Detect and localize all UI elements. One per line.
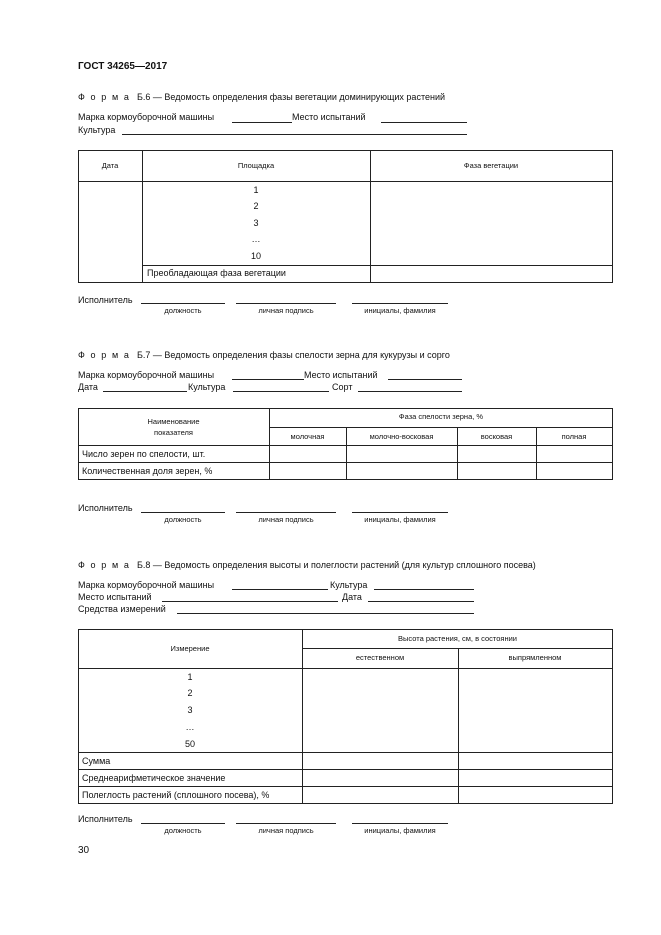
measure-row-50: 50: [184, 739, 195, 749]
name-line[interactable]: [352, 823, 448, 824]
signature-line[interactable]: [236, 303, 336, 304]
measure-row-1: 1: [187, 672, 193, 682]
name-caption: инициалы, фамилия: [364, 515, 436, 524]
row-sum: Сумма: [82, 756, 111, 766]
measure-row-3: 3: [187, 705, 193, 715]
field-machine-line[interactable]: [232, 122, 292, 123]
executor-label: Исполнитель: [78, 503, 133, 513]
form-b7-caption: [78, 350, 450, 360]
row-grain-count: Число зерен по спелости, шт.: [82, 449, 206, 459]
measure-row-ellipsis: …: [185, 722, 195, 732]
position-caption: должность: [164, 306, 202, 315]
plot-row-10: 10: [250, 251, 261, 261]
field-date-label: Дата: [78, 382, 98, 392]
summary-row-label: Преобладающая фаза вегетации: [147, 268, 286, 278]
form-title: — Ведомость определения высоты и полеглости растений (для культур сплошного посева): [152, 560, 536, 570]
measure-row-2: 2: [187, 688, 193, 698]
signature-caption: личная подпись: [258, 826, 314, 835]
col-date-header: Дата: [101, 161, 119, 170]
form-number: Б.6: [136, 92, 151, 102]
field-date-line[interactable]: [103, 391, 187, 392]
col-plot-header: Площадка: [237, 161, 275, 170]
subcol-milk-wax: молочно-восковая: [369, 432, 434, 441]
col-group-header: Фаза спелости зерна, %: [398, 412, 484, 421]
executor-label: Исполнитель: [78, 814, 133, 824]
field-variety-label: Сорт: [332, 382, 353, 392]
signature-caption: личная подпись: [258, 515, 314, 524]
form-number: Б.7: [136, 350, 151, 360]
form-label: Ф о р м а: [78, 350, 131, 360]
field-crop-line[interactable]: [233, 391, 329, 392]
field-machine-line[interactable]: [232, 379, 304, 380]
subcol-milk: молочная: [290, 432, 325, 441]
name-caption: инициалы, фамилия: [364, 306, 436, 315]
col-phase-header: Фаза вегетации: [463, 161, 519, 170]
field-machine-label: Марка кормоуборочной машины: [78, 112, 215, 122]
signature-line[interactable]: [236, 512, 336, 513]
field-instruments-line[interactable]: [177, 613, 474, 614]
field-machine-line[interactable]: [232, 589, 328, 590]
subcol-straightened: выпрямленном: [508, 653, 562, 662]
position-caption: должность: [164, 515, 202, 524]
executor-label: Исполнитель: [78, 295, 133, 305]
name-line[interactable]: [352, 512, 448, 513]
position-line[interactable]: [141, 512, 225, 513]
field-place-label: Место испытаний: [78, 592, 152, 602]
position-caption: должность: [164, 826, 202, 835]
field-place-line[interactable]: [388, 379, 462, 380]
field-machine-label: Марка кормоуборочной машины: [78, 370, 215, 380]
subcol-wax: восковая: [480, 432, 513, 441]
field-crop-label: Культура: [188, 382, 226, 392]
field-date-label: Дата: [342, 592, 362, 602]
form-title: — Ведомость определения фазы спелости зерна для кукурузы и сорго: [152, 350, 450, 360]
field-crop-label: Культура: [330, 580, 368, 590]
plot-row-1: 1: [253, 185, 259, 195]
subcol-natural: естественном: [355, 653, 405, 662]
col-indicator-text: Наименование показателя: [147, 417, 200, 437]
field-place-line[interactable]: [381, 122, 467, 123]
signature-caption: личная подпись: [258, 306, 314, 315]
plot-row-3: 3: [253, 218, 259, 228]
plot-row-2: 2: [253, 201, 259, 211]
field-variety-line[interactable]: [358, 391, 462, 392]
document-code: ГОСТ 34265—2017: [78, 61, 168, 72]
row-mean: Среднеарифметическое значение: [82, 773, 226, 783]
form-number: Б.8: [136, 560, 151, 570]
subcol-full: полная: [561, 432, 587, 441]
form-title: — Ведомость определения фазы вегетации доминирующих растений: [152, 92, 445, 102]
col-group-header: Высота растения, см, в состоянии: [397, 634, 517, 643]
form-label: Ф о р м а: [78, 560, 131, 570]
row-grain-share: Количественная доля зерен, %: [82, 466, 213, 476]
field-place-line[interactable]: [162, 601, 338, 602]
form-b6-caption: [78, 92, 445, 102]
field-place-label: Место испытаний: [292, 112, 366, 122]
form-b8-caption: [78, 560, 536, 570]
plot-row-ellipsis: …: [251, 234, 261, 244]
field-instruments-label: Средства измерений: [78, 604, 166, 614]
name-caption: инициалы, фамилия: [364, 826, 436, 835]
form-label: Ф о р м а: [78, 92, 131, 102]
field-machine-label: Марка кормоуборочной машины: [78, 580, 215, 590]
page-number: 30: [78, 845, 90, 856]
field-date-line[interactable]: [368, 601, 474, 602]
field-place-label: Место испытаний: [304, 370, 378, 380]
signature-line[interactable]: [236, 823, 336, 824]
name-line[interactable]: [352, 303, 448, 304]
field-crop-line[interactable]: [374, 589, 474, 590]
field-crop-label: Культура: [78, 125, 116, 135]
col-indicator-header: [78, 416, 269, 438]
position-line[interactable]: [141, 823, 225, 824]
row-lodging: Полеглость растений (сплошного посева), %: [82, 790, 270, 800]
col-measure-header: Измерение: [170, 644, 210, 653]
position-line[interactable]: [141, 303, 225, 304]
field-crop-line[interactable]: [122, 134, 467, 135]
